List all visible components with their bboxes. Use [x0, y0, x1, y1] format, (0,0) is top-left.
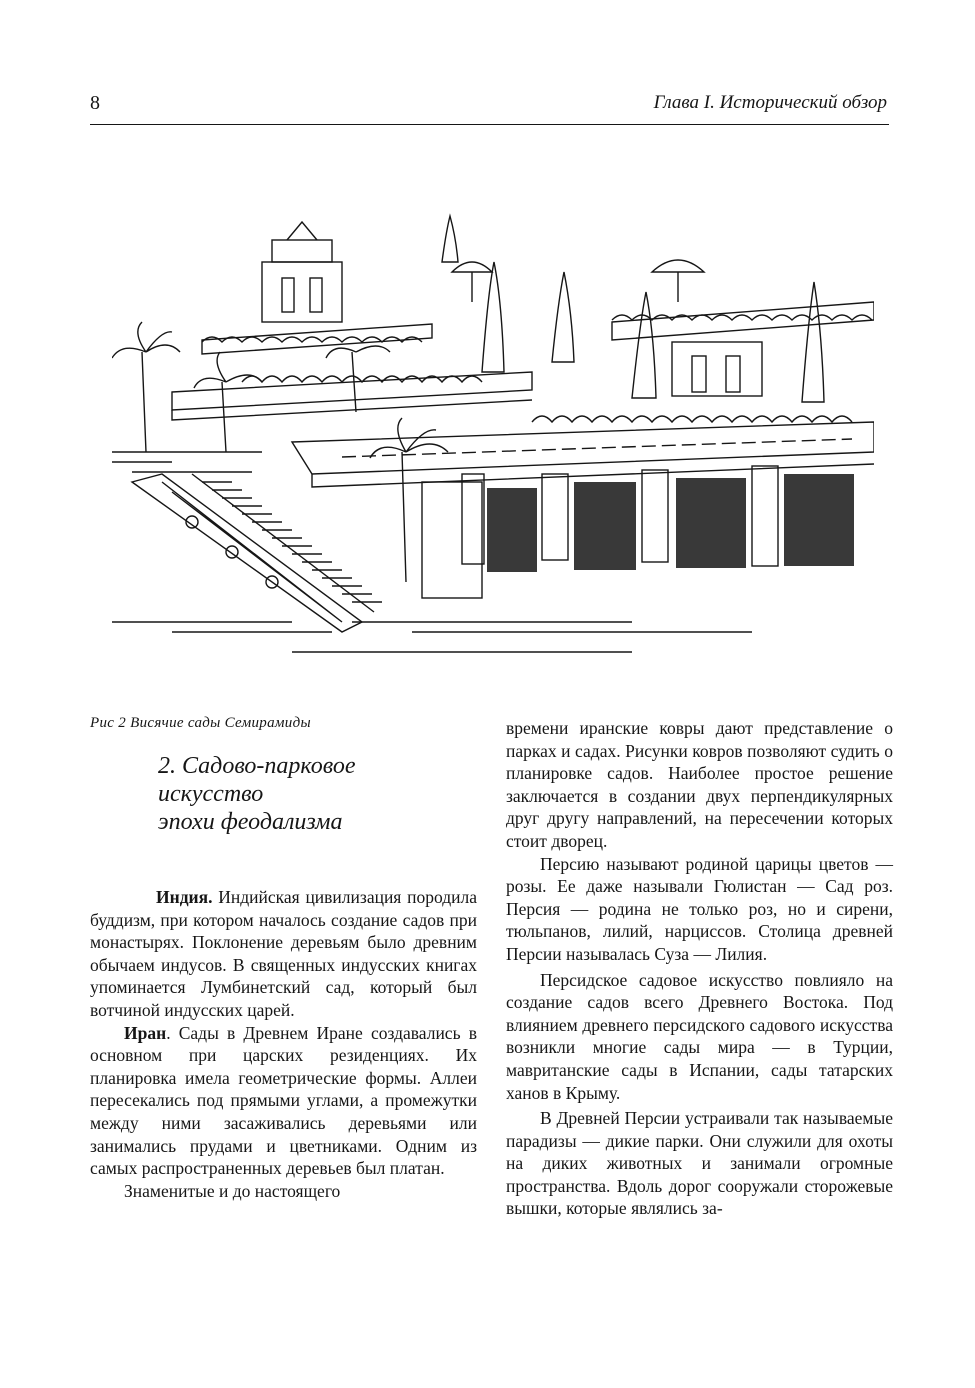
term-india: Индия.: [156, 887, 213, 907]
paragraph-persian-influence: Персидское садовое искусство повлияло на создание садов всего Древнего Востока. Под влиянием древнего персидского садового искусства возникли многие сады мира — в Турции, мавританские сады в Испании, сады татарских ханов в Крыму.: [506, 969, 893, 1103]
header-rule: [90, 124, 889, 125]
figure-illustration: [112, 152, 874, 672]
paragraph-paradises: В Древней Персии устраивали так называемые парадизы — дикие парки. Они служили для охоты на диких животных и занимали огромные пространства. Вдоль дорог сооружали сторожевые вышки, которые являлись за-: [506, 1108, 893, 1219]
page-number: 8: [90, 92, 100, 114]
right-column: [506, 717, 893, 1220]
section-title-line: 2. Садово-парковое: [158, 753, 356, 779]
running-head: Глава I. Исторический обзор: [653, 92, 887, 113]
paragraph-famous: Знаменитые и до настоящего: [124, 1180, 341, 1201]
term-iran: Иран: [124, 1022, 167, 1043]
section-title-line: искусство: [158, 781, 264, 807]
paragraph-carpets: времени иранские ковры дают представление о парках и садах. Рисунки ковров позволяют судить о планировке садов. Наиболее простое решение заключается в создании двух перпендикулярных друг другу направлений, на пересечении которых стоит дворец.: [506, 718, 893, 851]
paragraph-persia-roses: Персию называют родиной царицы цветов — розы. Ее даже называли Гюлистан — Сад роз. Персия — родина не только роз, но и сирени, тюльпанов, лилий, нарциссов. Столица древней Персии называлась Суза — Лилия.: [506, 853, 893, 964]
paragraph-iran: [90, 1022, 477, 1180]
hanging-gardens-drawing: [112, 152, 874, 672]
figure-caption: Рис 2 Висячие сады Семирамиды: [90, 715, 311, 731]
paragraph-india: [90, 886, 477, 1022]
india-text: Индийская цивилизация породила буддизм, при котором началось создание садов при монастырях. Поклонение деревьям было древним обычаем индусов. В священных индусских книгах упоминается Лумбинетский сад, который был вотчиной индусских царей.: [90, 887, 477, 1020]
iran-text: . Сады в Древнем Иране создавались в основном при царских резиденциях. Их планировка имела геометрические формы. Аллеи пересекались под прямыми углами, а промежутки между ними засаживались деревьями или занимались прудами и цветниками. Одним из самых распространенных деревьев был платан.: [90, 1022, 477, 1179]
section-title: [158, 752, 355, 836]
left-column: [90, 886, 477, 1202]
section-title-line: эпохи феодализма: [158, 809, 343, 835]
